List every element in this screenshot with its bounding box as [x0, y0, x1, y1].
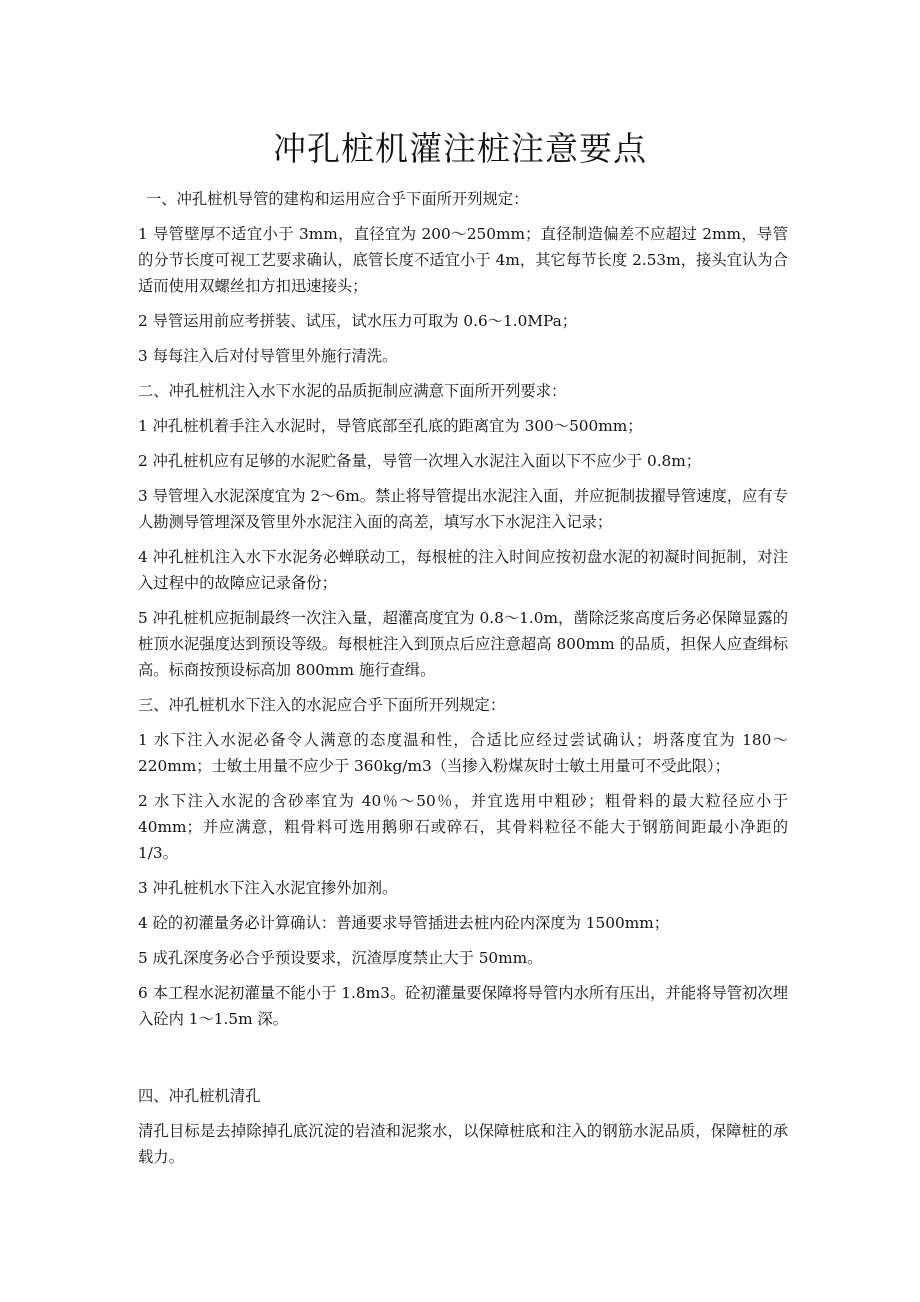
paragraph: 3 每每注入后对付导管里外施行清洗。 — [138, 347, 398, 365]
paragraph: 2 水下注入水泥的含砂率宜为 40％～50％，并宜选用中粗砂；粗骨料的最大粒径应小于 40mm；并应满意，粗骨料可选用鹅卵石或碎石，其骨料粒径不能大于钢筋间距最小净距的 1/3。 — [138, 792, 788, 862]
paragraph: 2 冲孔桩机应有足够的水泥贮备量，导管一次埋入水泥注入面以下不应少于 0.8m； — [138, 452, 702, 470]
section-heading-4: 四、冲孔桩机清孔 — [138, 1087, 261, 1105]
section-heading-3: 三、冲孔桩机水下注入的水泥应合乎下面所开列规定： — [138, 696, 506, 714]
paragraph: 4 砼的初灌量务必计算确认：普通要求导管插进去桩内砼内深度为 1500mm； — [138, 914, 670, 932]
document-title: 冲孔桩机灌注桩注意要点 — [273, 129, 647, 168]
paragraph: 6 本工程水泥初灌量不能小于 1.8m3。砼初灌量要保障将导管内水所有压出，并能将导管初次埋入砼内 1～1.5m 深。 — [138, 984, 788, 1028]
document-body — [138, 186, 788, 1179]
paragraph: 1 水下注入水泥必备令人满意的态度温和性，合适比应经过尝试确认；坍落度宜为 180～220mm；士敏土用量不应少于 360kg/m3（当掺入粉煤灰时士敏土用量可不受此限）； — [138, 731, 788, 775]
blank-spacer — [138, 1041, 788, 1083]
section-heading-2: 二、冲孔桩机注入水下水泥的品质扼制应满意下面所开列要求： — [138, 382, 567, 400]
paragraph: 清孔目标是去掉除掉孔底沉淀的岩渣和泥浆水，以保障桩底和注入的钢筋水泥品质，保障桩的承载力。 — [138, 1122, 788, 1166]
paragraph: 2 导管运用前应考拼装、试压，试水压力可取为 0.6～1.0MPa； — [138, 312, 578, 330]
paragraph: 3 冲孔桩机水下注入水泥宜掺外加剂。 — [138, 879, 398, 897]
paragraph: 5 成孔深度务必合乎预设要求，沉渣厚度禁止大于 50mm。 — [138, 949, 543, 967]
paragraph: 4 冲孔桩机注入水下水泥务必蝉联动工，每根桩的注入时间应按初盘水泥的初凝时间扼制，对注入过程中的故障应记录备份； — [138, 548, 788, 592]
section-heading-1: 一、冲孔桩机导管的建构和运用应合乎下面所开列规定： — [146, 190, 529, 208]
paragraph: 1 导管壁厚不适宜小于 3mm，直径宜为 200～250mm；直径制造偏差不应超过 2mm，导管的分节长度可视工艺要求确认，底管长度不适宜小于 4m，其它每节长度 2.53m，接头宜认为合适而使用双螺丝扣方扣迅速接头； — [138, 225, 788, 295]
paragraph: 5 冲孔桩机应扼制最终一次注入量，超灌高度宜为 0.8～1.0m，凿除泛浆高度后务必保障显露的桩顶水泥强度达到预设等级。每根桩注入到顶点后应注意超高 800mm 的品质，担保人应查缉标高。标商按预设标高加 800mm 施行查缉。 — [138, 609, 788, 679]
paragraph: 1 冲孔桩机着手注入水泥时，导管底部至孔底的距离宜为 300～500mm； — [138, 417, 643, 435]
paragraph: 3 导管埋入水泥深度宜为 2～6m。禁止将导管提出水泥注入面，并应扼制拔擢导管速度，应有专人勘测导管埋深及管里外水泥注入面的高差，填写水下水泥注入记录； — [138, 487, 789, 531]
